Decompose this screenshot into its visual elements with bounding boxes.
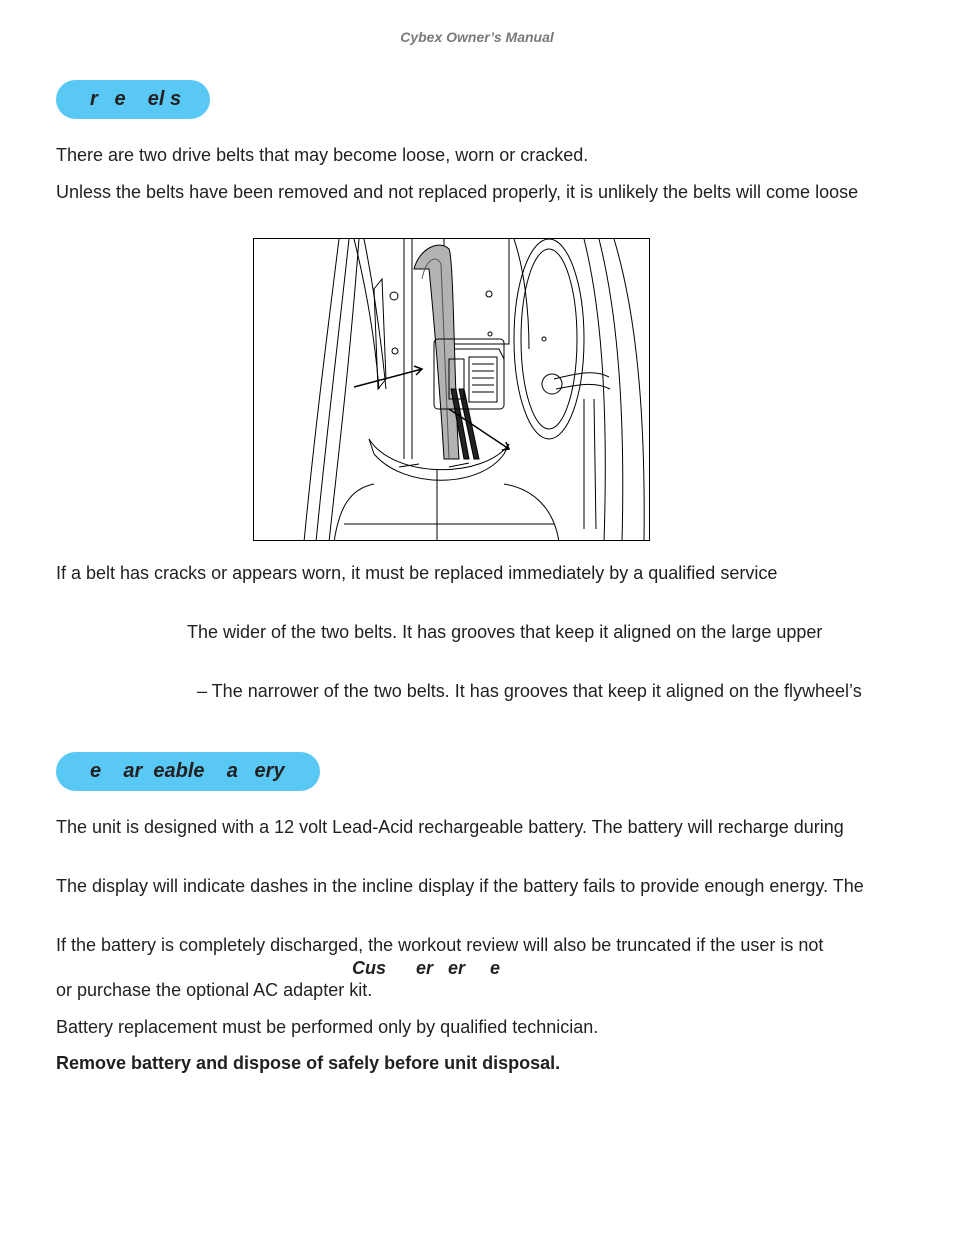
ac-adapter-text: or purchase the optional AC adapter kit.: [56, 980, 373, 1000]
belt-cracks-text: If a belt has cracks or appears worn, it must be replaced immediately by a qualified service: [56, 563, 778, 583]
drive-belt-line-drawing-icon: [254, 239, 650, 541]
belts-loose-text: Unless the belts have been removed and not replaced properly, it is unlikely the belts will come loose: [56, 182, 859, 202]
customer-service-reference: Cus er er e: [352, 958, 501, 978]
battery-discharged-text: If the battery is completely discharged, the workout review will also be truncated if the user is not: [56, 935, 824, 955]
section-heading-rechargeable-battery: e ar eable a ery: [56, 752, 320, 791]
drive-belt-figure: [253, 238, 650, 541]
battery-intro-text: The unit is designed with a 12 volt Lead-Acid rechargeable battery. The battery will recharge during: [56, 817, 844, 837]
section-heading-drive-belts: r e el s: [56, 80, 210, 119]
wide-belt-description: The wider of the two belts. It has grooves that keep it aligned on the large upper: [187, 622, 823, 642]
manual-header: Cybex Owner’s Manual: [400, 29, 554, 45]
battery-dashes-text: The display will indicate dashes in the incline display if the battery fails to provide enough energy. The: [56, 876, 864, 896]
narrow-belt-description: – The narrower of the two belts. It has grooves that keep it aligned on the flywheel’s: [197, 681, 862, 701]
belts-intro-text: There are two drive belts that may become loose, worn or cracked.: [56, 145, 589, 165]
battery-disposal-warning: Remove battery and dispose of safely before unit disposal.: [56, 1053, 561, 1073]
battery-replacement-text: Battery replacement must be performed only by qualified technician.: [56, 1017, 599, 1037]
